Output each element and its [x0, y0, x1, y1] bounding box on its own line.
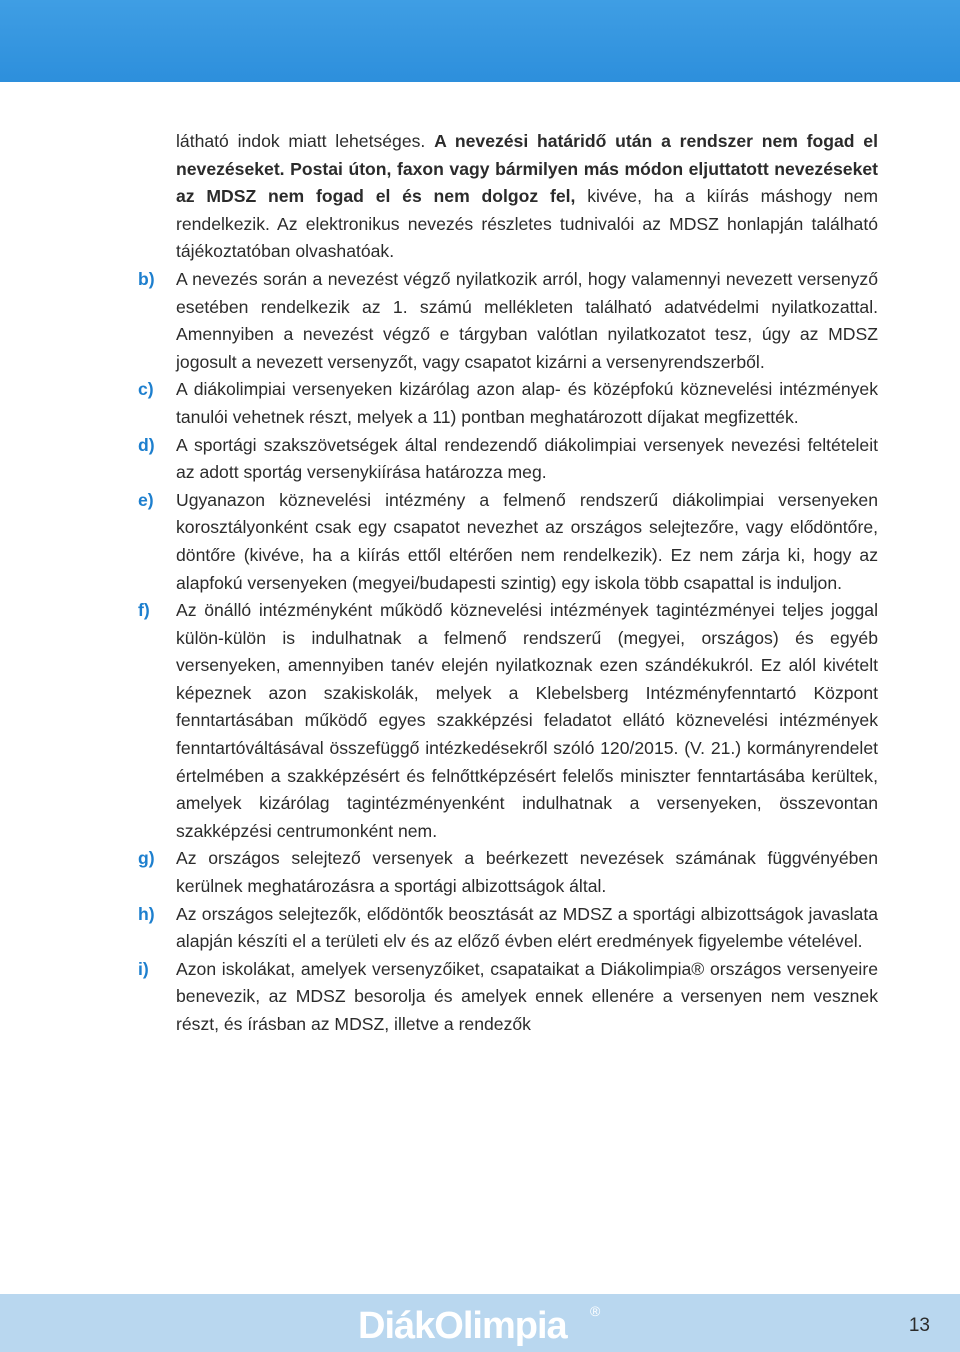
page-number: 13 — [908, 1315, 930, 1336]
intro-text-end: kivéve, ha a kiírás máshogy nem rendelkezik. Az elektronikus nevezés részletes tudnivalói az MDSZ honlapján található tájékoztatóban olvashatóak. — [176, 186, 878, 262]
list-item-d — [138, 432, 878, 487]
item-marker: e) — [138, 489, 154, 510]
list-item-c — [138, 376, 878, 431]
item-text: A nevezés során a nevezést végző nyilatkozik arról, hogy valamennyi nevezett versenyző esetében rendelkezik az 1. számú mellékleten található adatvédelmi nyilatkozattal. Amennyiben a nevezést végző e tárgyban valótlan nyilatkozatot tesz, úgy az MDSZ jogosult a nevezett versenyzőt, vagy csapatot kizárni a versenyrendszerből. — [176, 268, 878, 372]
intro-paragraph — [176, 128, 878, 266]
item-marker: b) — [138, 268, 155, 289]
registered-mark: ® — [590, 1303, 601, 1319]
item-text: Az országos selejtező versenyek a beérkezett nevezések számának függvényében kerülnek meghatározásra a sportági albizottságok által. — [176, 848, 878, 897]
intro-bold-text: A nevezési határidő után a rendszer nem fogad el nevezéseket. Postai úton, faxon vagy bármilyen más módon eljuttatott nevezéseket az MDSZ nem fogad el és nem dolgoz fel, — [176, 131, 878, 207]
item-marker: g) — [138, 848, 155, 869]
item-text: A sportági szakszövetségek által rendezendő diákolimpiai versenyek nevezési feltételeit az adott sportág versenykiírása határozza meg. — [176, 434, 878, 483]
list-item-g — [138, 845, 878, 900]
list-item-f — [138, 597, 878, 845]
list-item-h — [138, 901, 878, 956]
item-text: A diákolimpiai versenyeken kizárólag azon alap- és középfokú köznevelési intézmények tanulói vehetnek részt, melyek a 11) pontban meghatározott díjakat megfizették. — [176, 379, 878, 427]
item-marker: f) — [138, 600, 150, 621]
item-marker: i) — [138, 958, 149, 979]
item-text: Az önálló intézményként működő köznevelési intézmények tagintézményei teljes joggal külön-külön is indulhatnak a felmenő rendszerű (megyei, országos) és egyéb versenyeken, amennyiben tanév elején nyilatkoznak ezen szándékukról. Ez alól kivételt képeznek azon szakiskolák, melyek a Klebelsberg Intézményfenntartó Központ fenntartásában működő egyes szakképzési feladatot ellátó köznevelési intézmények fenntartóváltásával összefüggő intézkedésekről szóló 120/2015. (V. 21.) kormányrendelet értelmében a szakképzésért és felnőttképzésért felelős miniszter fenntartásába kerültek, amelyek kizárólag tagintézményenként indulhatnak a versenyeken, összevontan szakképzési centrumonként nem. — [176, 600, 878, 841]
intro-text: látható indok miatt lehetséges. — [176, 131, 435, 151]
logo-text: DiákOlimpia — [358, 1305, 567, 1347]
list-item-b — [138, 266, 878, 376]
header-bar — [0, 0, 960, 82]
list-item-i — [138, 956, 878, 1039]
item-text: Ugyanazon köznevelési intézmény a felmenő rendszerű diákolimpiai versenyeken korosztályonként csak egy csapatot nevezhet az országos selejtezőre, vagy elődöntőre, döntőre (kivéve, ha a kiírás ettől eltérően nem rendelkezik). Ez nem zárja ki, hogy az alapfokú versenyeken (megyei/budapesti szintig) egy iskola több csapattal is induljon. — [176, 489, 878, 593]
item-marker: c) — [138, 379, 154, 400]
diakolimpia-logo — [358, 1298, 618, 1350]
item-marker: d) — [138, 434, 155, 455]
item-marker: h) — [138, 903, 155, 924]
page-body — [138, 128, 878, 1039]
item-text: Azon iskolákat, amelyek versenyzőiket, csapataikat a Diákolimpia® országos versenyeire benevezik, az MDSZ besorolja és amelyek ennek ellenére a versenyen nem vesznek részt, és írásban az MDSZ, illetve a rendezők — [176, 958, 878, 1034]
list-item-e — [138, 487, 878, 597]
item-text: Az országos selejtezők, elődöntők beosztását az MDSZ a sportági albizottságok javaslata alapján készíti el a területi elv és az előző évben elért eredmények figyelembe vételével. — [176, 903, 878, 952]
